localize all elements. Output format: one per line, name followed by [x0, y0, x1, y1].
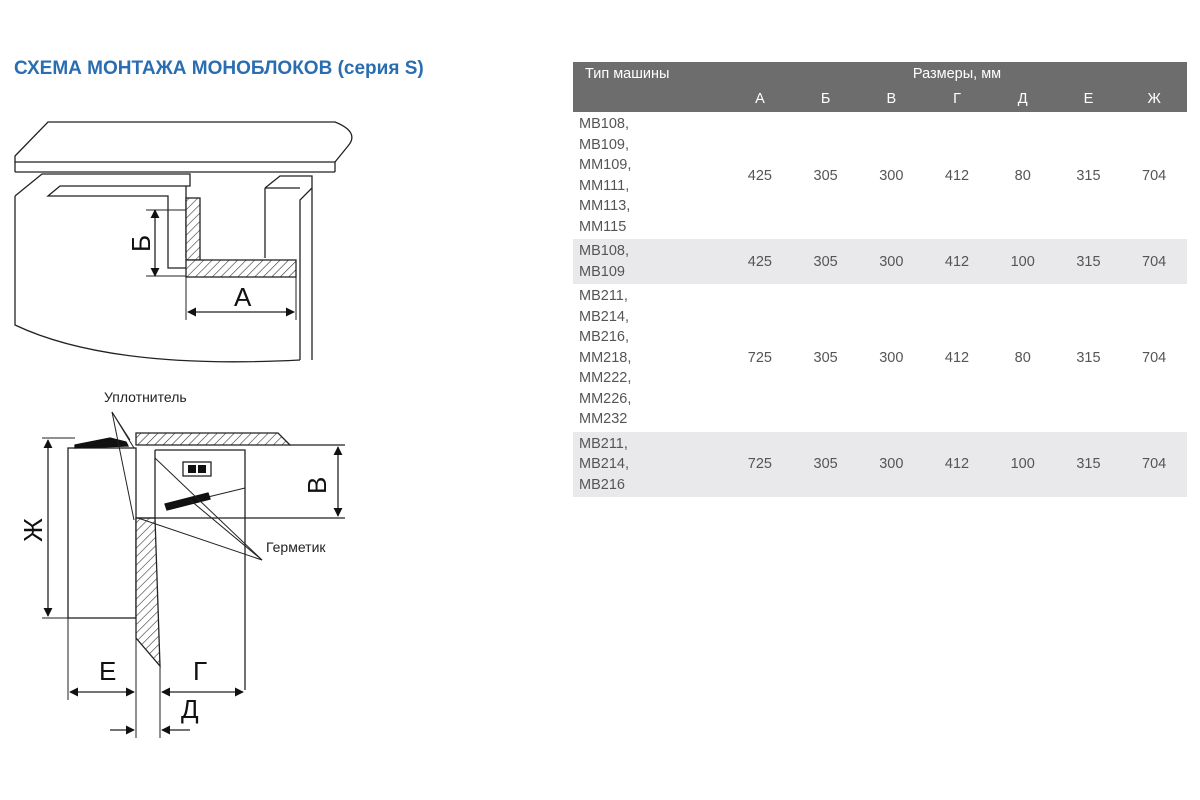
model-list: [573, 112, 727, 239]
model-list: [573, 239, 727, 284]
dimension-value: 300: [879, 167, 904, 184]
model-name: ММ226,: [579, 390, 632, 407]
table-row: [573, 239, 1187, 284]
table-row: [573, 284, 1187, 432]
sealant-bar: [165, 493, 210, 510]
table-row: [573, 432, 1187, 498]
column-header: Г: [924, 86, 990, 112]
hatched-wall: [136, 518, 160, 666]
model-name: ММ109,: [579, 157, 632, 173]
model-name: ММ232: [579, 411, 628, 427]
model-name: МВ214,: [579, 456, 629, 472]
clip-symbol: [183, 462, 211, 476]
model-name: МВ211,: [579, 288, 628, 304]
model-name: ММ218,: [579, 349, 632, 366]
dim-a-label: А: [234, 282, 252, 312]
ceiling-slab: [15, 122, 352, 162]
dimension-value: 425: [727, 239, 793, 284]
page-title: СХЕМА МОНТАЖА МОНОБЛОКОВ (серия S): [14, 58, 424, 79]
dimension-value: 412: [924, 239, 990, 284]
column-header: Д: [990, 86, 1056, 112]
dimension-value: 300: [858, 432, 924, 498]
dimension-value: 305: [793, 432, 859, 498]
model-name: МВ109: [579, 263, 625, 280]
dimension-value: 315: [1056, 432, 1122, 498]
hatched-top-slab: [136, 433, 290, 445]
wall-left: [15, 174, 190, 268]
table-row: [573, 112, 1187, 239]
dimension-value: 412: [924, 432, 990, 498]
dimension-value: 725: [747, 349, 772, 366]
dimension-value: 80: [1014, 167, 1031, 184]
model-name: ММ113,: [579, 198, 631, 214]
section-view: [42, 412, 345, 738]
dimension-value: 300: [858, 239, 924, 284]
hatched-vertical: [186, 198, 200, 260]
dimension-value: 315: [1056, 239, 1122, 284]
dimension-value: 704: [1142, 167, 1167, 184]
model-name: МВ109,: [579, 136, 629, 153]
sizes-header: Размеры, мм: [727, 62, 1187, 86]
model-name: ММ111,: [579, 177, 630, 194]
dimension-value: 425: [747, 167, 772, 184]
model-name: МВ216,: [579, 329, 629, 345]
model-name: ММ222,: [579, 370, 632, 386]
model-name: МВ108,: [579, 243, 629, 259]
model-list: [573, 284, 727, 432]
model-name: МВ108,: [579, 116, 629, 132]
dimension-value: 704: [1121, 432, 1187, 498]
dim-zh-label: Ж: [18, 517, 48, 542]
dimension-value: 704: [1121, 239, 1187, 284]
type-header: Тип машины: [573, 62, 727, 112]
column-header: В: [858, 86, 924, 112]
model-name: МВ216: [579, 476, 625, 493]
column-header: А: [727, 86, 793, 112]
dimension-value: 100: [990, 239, 1056, 284]
model-list: [573, 432, 727, 498]
dim-e-label: Е: [99, 656, 117, 686]
dimension-value: 315: [1076, 349, 1101, 366]
dimension-value: 412: [944, 349, 970, 366]
sealant-top-label: Уплотнитель: [104, 389, 187, 405]
mounting-diagram: [0, 90, 560, 770]
model-name: МВ214,: [579, 308, 629, 325]
column-header: Е: [1056, 86, 1122, 112]
dimensions-table: [573, 62, 1187, 497]
model-name: ММ115: [579, 218, 627, 235]
dimension-value: 315: [1076, 167, 1101, 184]
sealant-bottom-label: Герметик: [266, 539, 326, 555]
dim-g-label: Г: [193, 656, 208, 686]
dim-v-label: В: [302, 476, 332, 494]
dim-b-label: Б: [126, 234, 156, 252]
dim-d-label: Д: [181, 694, 199, 724]
model-name: МВ211,: [579, 435, 628, 452]
dimension-value: 305: [793, 239, 859, 284]
dimension-value: 305: [813, 167, 838, 184]
dimension-value: 305: [813, 349, 838, 366]
hatched-strip: [186, 260, 296, 277]
dimension-value: 412: [944, 167, 970, 184]
dimension-value: 100: [990, 432, 1056, 498]
dimension-value: 725: [727, 432, 793, 498]
seal-top: [75, 438, 128, 448]
dimension-value: 80: [1014, 349, 1031, 366]
top-installation-view: [15, 122, 352, 362]
column-header: Б: [793, 86, 859, 112]
unit-box: [68, 448, 136, 618]
dimension-value: 300: [879, 349, 904, 366]
column-header: Ж: [1121, 86, 1187, 112]
dimension-value: 704: [1142, 349, 1167, 366]
